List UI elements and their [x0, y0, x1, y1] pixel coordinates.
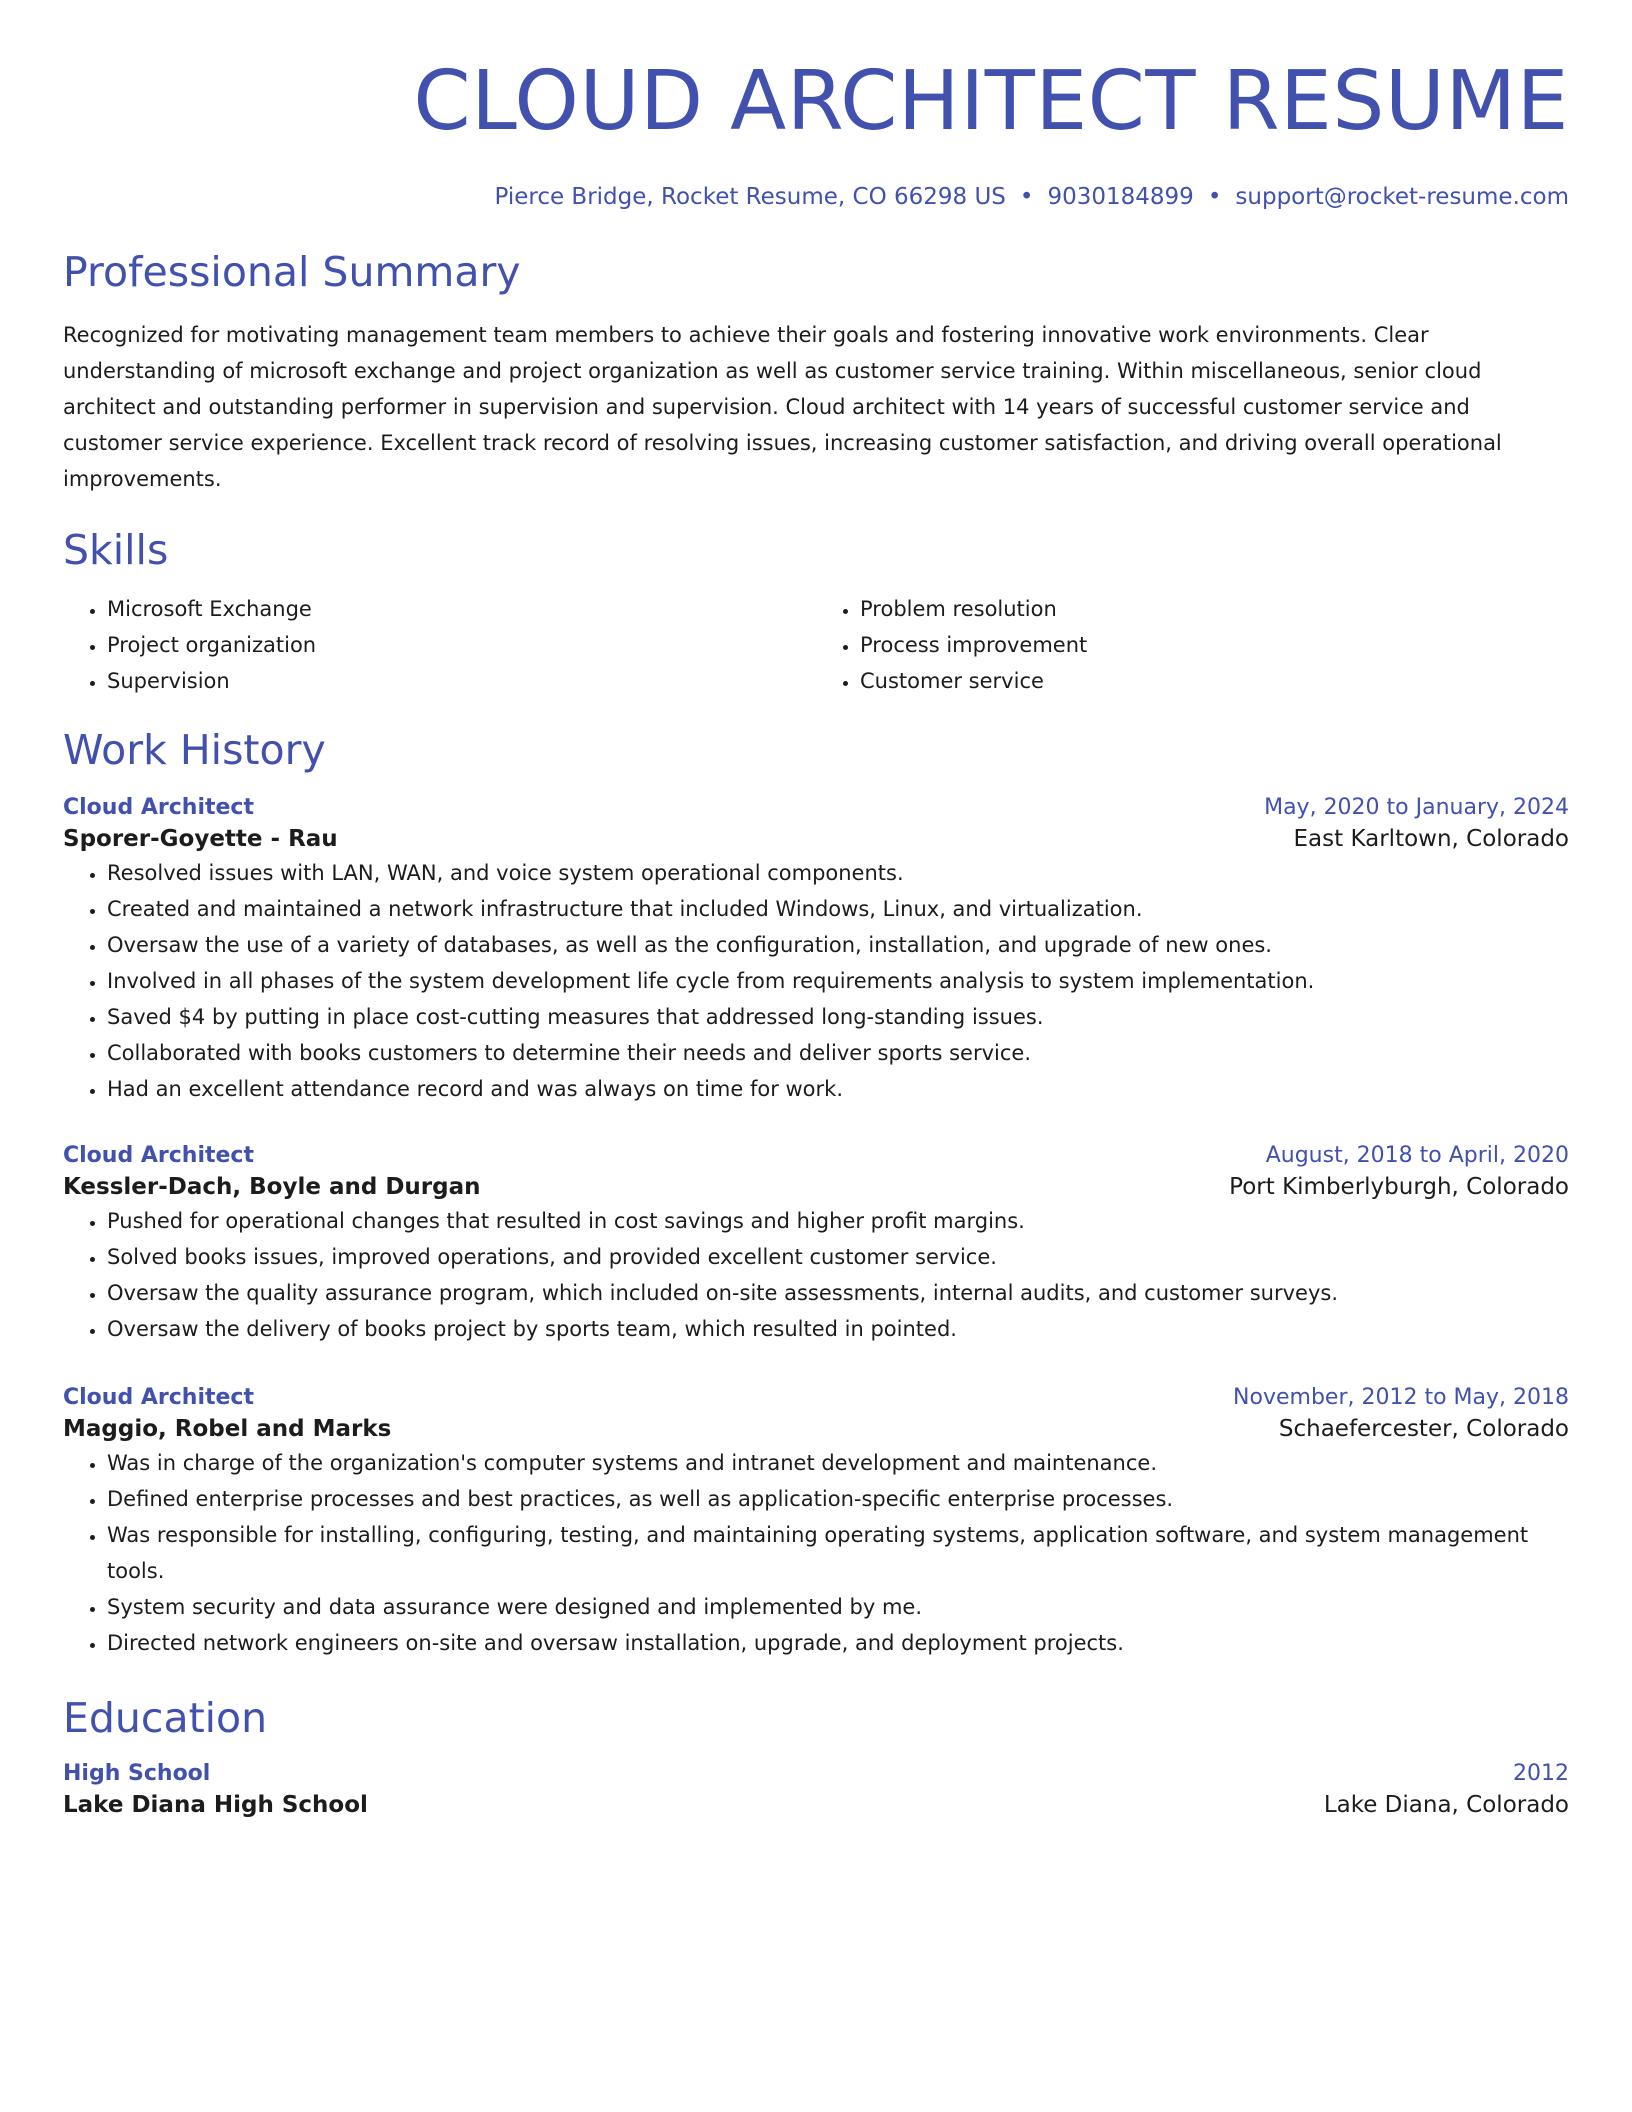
contact-separator: • — [1019, 184, 1034, 210]
job-bullet: • Collaborated with books customers to determine their needs and deliver sports service. — [107, 1035, 1569, 1071]
job-role: Cloud Architect — [63, 1143, 254, 1168]
job-subheader — [63, 823, 1569, 855]
resume-title: CLOUD ARCHITECT RESUME — [413, 54, 1569, 149]
education-subheader — [63, 1789, 1569, 1821]
job-bullet: • Saved $4 by putting in place cost-cutting measures that addressed long-standing issues. — [107, 999, 1569, 1035]
education-location: Lake Diana, Colorado — [1323, 1792, 1569, 1818]
job-header — [63, 1383, 1569, 1413]
job-bullet: • Was in charge of the organization's computer systems and intranet development and maintenance. — [107, 1445, 1569, 1481]
job-header — [63, 793, 1569, 823]
job-dates: August, 2018 to April, 2020 — [1265, 1143, 1569, 1168]
job-entry — [63, 1141, 1569, 1347]
skill-item: • Microsoft Exchange — [107, 591, 816, 627]
skills-column-left — [63, 591, 816, 699]
contact-phone[interactable]: 9030184899 — [1047, 184, 1194, 210]
education-year: 2012 — [1513, 1761, 1569, 1786]
job-bullet: • Solved books issues, improved operations, and provided excellent customer service. — [107, 1239, 1569, 1275]
job-dates: May, 2020 to January, 2024 — [1264, 795, 1569, 820]
job-location: Schaefercester, Colorado — [1278, 1416, 1569, 1442]
education-entry — [63, 1759, 1569, 1821]
section-title-education: Education — [63, 1694, 268, 1742]
job-entry — [63, 793, 1569, 1107]
job-bullet: • Pushed for operational changes that resulted in cost savings and higher profit margins. — [107, 1203, 1569, 1239]
job-bullet: • Was responsible for installing, configuring, testing, and maintaining operating systems, application software, and system management tools. — [107, 1517, 1569, 1589]
job-bullet: • Resolved issues with LAN, WAN, and voice system operational components. — [107, 855, 1569, 891]
contact-address: Pierce Bridge, Rocket Resume, CO 66298 US — [494, 184, 1006, 210]
contact-separator: • — [1207, 184, 1222, 210]
job-header — [63, 1141, 1569, 1171]
skill-item: • Problem resolution — [860, 591, 1569, 627]
job-bullet: • Directed network engineers on-site and oversaw installation, upgrade, and deployment projects. — [107, 1625, 1569, 1661]
job-entry — [63, 1383, 1569, 1661]
job-bullets — [63, 855, 1569, 1107]
job-bullet: • Oversaw the delivery of books project by sports team, which resulted in pointed. — [107, 1311, 1569, 1347]
section-title-work-history: Work History — [63, 726, 326, 774]
job-bullet: • Oversaw the quality assurance program, which included on-site assessments, internal audits, and customer surveys. — [107, 1275, 1569, 1311]
skill-item: • Supervision — [107, 663, 816, 699]
job-bullet: • System security and data assurance were designed and implemented by me. — [107, 1589, 1569, 1625]
job-bullets — [63, 1203, 1569, 1347]
job-subheader — [63, 1413, 1569, 1445]
section-title-skills: Skills — [63, 526, 169, 574]
skill-item: • Project organization — [107, 627, 816, 663]
job-company: Sporer-Goyette - Rau — [63, 826, 338, 852]
summary-text: Recognized for motivating management team members to achieve their goals and fostering innovative work environments. Clear understanding of microsoft exchange and project organization as well as customer service training. Within miscellaneous, senior cloud architect and outstanding performer in supervision and supervision. Cloud architect with 14 years of successful customer service and customer service experience. Excellent track record of resolving issues, increasing customer satisfaction, and driving overall operational improvements. — [63, 323, 1502, 491]
skill-item: • Customer service — [860, 663, 1569, 699]
skill-item: • Process improvement — [860, 627, 1569, 663]
job-company: Maggio, Robel and Marks — [63, 1416, 392, 1442]
section-title-summary: Professional Summary — [63, 248, 521, 296]
job-location: Port Kimberlyburgh, Colorado — [1229, 1174, 1569, 1200]
contact-line — [63, 182, 1569, 212]
education-degree: High School — [63, 1761, 211, 1786]
job-bullet: • Involved in all phases of the system development life cycle from requirements analysis to system implementation. — [107, 963, 1569, 999]
job-bullets — [63, 1445, 1569, 1661]
job-dates: November, 2012 to May, 2018 — [1233, 1385, 1569, 1410]
job-bullet: • Oversaw the use of a variety of databases, as well as the configuration, installation, and upgrade of new ones. — [107, 927, 1569, 963]
job-subheader — [63, 1171, 1569, 1203]
skills-list — [63, 591, 1569, 699]
job-company: Kessler-Dach, Boyle and Durgan — [63, 1174, 481, 1200]
education-header — [63, 1759, 1569, 1789]
education-school: Lake Diana High School — [63, 1792, 368, 1818]
job-bullet: • Defined enterprise processes and best practices, as well as application-specific enterprise processes. — [107, 1481, 1569, 1517]
job-role: Cloud Architect — [63, 795, 254, 820]
job-bullet: • Had an excellent attendance record and was always on time for work. — [107, 1071, 1569, 1107]
job-location: East Karltown, Colorado — [1293, 826, 1569, 852]
job-bullet: • Created and maintained a network infrastructure that included Windows, Linux, and virtualization. — [107, 891, 1569, 927]
job-role: Cloud Architect — [63, 1385, 254, 1410]
contact-email[interactable]: support@rocket-resume.com — [1235, 184, 1569, 210]
skills-column-right — [816, 591, 1569, 699]
